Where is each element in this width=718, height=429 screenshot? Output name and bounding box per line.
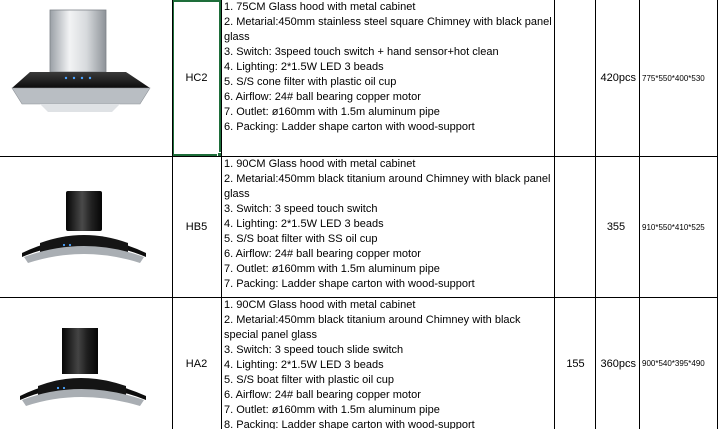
spec-line: 3. Switch: 3speed touch switch + hand sensor+hot clean — [224, 46, 499, 58]
model-label: HB5 — [185, 221, 208, 233]
table-row — [0, 157, 718, 297]
spec-line: 6. Airflow: 24# ball bearing copper motor — [224, 389, 421, 401]
price-cell[interactable] — [555, 157, 596, 297]
description-cell[interactable] — [222, 0, 554, 156]
range-hood-black-image — [0, 298, 172, 429]
spec-line: 2. Metarial:450mm black titanium around Chimney with black panel glass — [224, 173, 551, 200]
carton-size-value: 910*550*410*525 — [642, 222, 705, 232]
spec-line: 7. Outlet: ø160mm with 1.5m aluminum pipe — [224, 106, 440, 118]
spec-line: 2. Metarial:450mm black titanium around Chimney with black special panel glass — [224, 314, 521, 341]
row-divider — [0, 156, 718, 157]
carton-size-cell[interactable] — [640, 0, 718, 156]
column-divider — [554, 0, 555, 429]
range-hood-black-image — [0, 157, 172, 297]
spec-line: 8. Packing: Ladder shape carton with wood-support — [224, 419, 475, 429]
carton-size-value: 775*550*400*530 — [642, 73, 705, 83]
spec-line: 4. Lighting: 2*1.5W LED 3 beads — [224, 218, 384, 230]
range-hood-stainless-image — [0, 0, 172, 156]
spec-line: 6. Airflow: 24# ball bearing copper motor — [224, 91, 421, 103]
table-row — [0, 298, 718, 429]
product-image-cell[interactable] — [0, 157, 172, 297]
model-label: HC2 — [185, 72, 208, 84]
spec-line: 1. 90CM Glass hood with metal cabinet — [224, 299, 416, 311]
spec-line: 5. S/S cone filter with plastic oil cup — [224, 76, 397, 88]
model-cell[interactable] — [172, 0, 221, 156]
quantity-cell[interactable] — [596, 298, 639, 429]
spec-line: 6. Airflow: 24# ball bearing copper motor — [224, 248, 421, 260]
spec-line: 5. S/S boat filter with plastic oil cup — [224, 374, 394, 386]
column-divider — [595, 0, 596, 429]
spec-line: 4. Lighting: 2*1.5W LED 3 beads — [224, 359, 384, 371]
model-label: HA2 — [185, 357, 208, 370]
spec-line: 3. Switch: 3 speed touch slide switch — [224, 344, 404, 356]
column-divider — [172, 0, 173, 429]
product-image-cell[interactable] — [0, 0, 172, 156]
quantity-value: 420pcs — [600, 72, 636, 84]
row-divider — [0, 297, 718, 298]
price-cell[interactable] — [555, 0, 596, 156]
carton-size-value: 900*540*395*490 — [642, 359, 705, 368]
quantity-value: 360pcs — [600, 357, 636, 370]
price-value: 155 — [566, 357, 585, 370]
column-divider — [639, 0, 640, 429]
description-cell[interactable] — [222, 298, 554, 429]
spec-line: 7. Packing: Ladder shape carton with wood-support — [224, 278, 475, 290]
spec-line: 4. Lighting: 2*1.5W LED 3 beads — [224, 61, 384, 73]
model-cell[interactable] — [172, 157, 221, 297]
model-cell[interactable] — [172, 298, 221, 429]
product-image-cell[interactable] — [0, 298, 172, 429]
spec-line: 5. S/S boat filter with SS oil cup — [224, 233, 378, 245]
description-cell[interactable] — [222, 157, 554, 297]
table-row — [0, 0, 718, 156]
spec-line: 1. 90CM Glass hood with metal cabinet — [224, 158, 416, 170]
quantity-cell[interactable] — [596, 157, 639, 297]
spec-line: 7. Outlet: ø160mm with 1.5m aluminum pipe — [224, 263, 440, 275]
quantity-cell[interactable] — [596, 0, 639, 156]
quantity-value: 355 — [606, 221, 626, 233]
carton-size-cell[interactable] — [640, 298, 718, 429]
price-cell[interactable] — [555, 298, 596, 429]
carton-size-cell[interactable] — [640, 157, 718, 297]
column-divider — [221, 0, 222, 429]
spec-line: 7. Outlet: ø160mm with 1.5m aluminum pipe — [224, 404, 440, 416]
spec-line: 1. 75CM Glass hood with metal cabinet — [224, 1, 416, 13]
spec-line: 6. Packing: Ladder shape carton with wood-support — [224, 121, 475, 133]
spec-line: 3. Switch: 3 speed touch switch — [224, 203, 378, 215]
spec-line: 2. Metarial:450mm stainless steel square Chimney with black panel glass — [224, 16, 552, 43]
